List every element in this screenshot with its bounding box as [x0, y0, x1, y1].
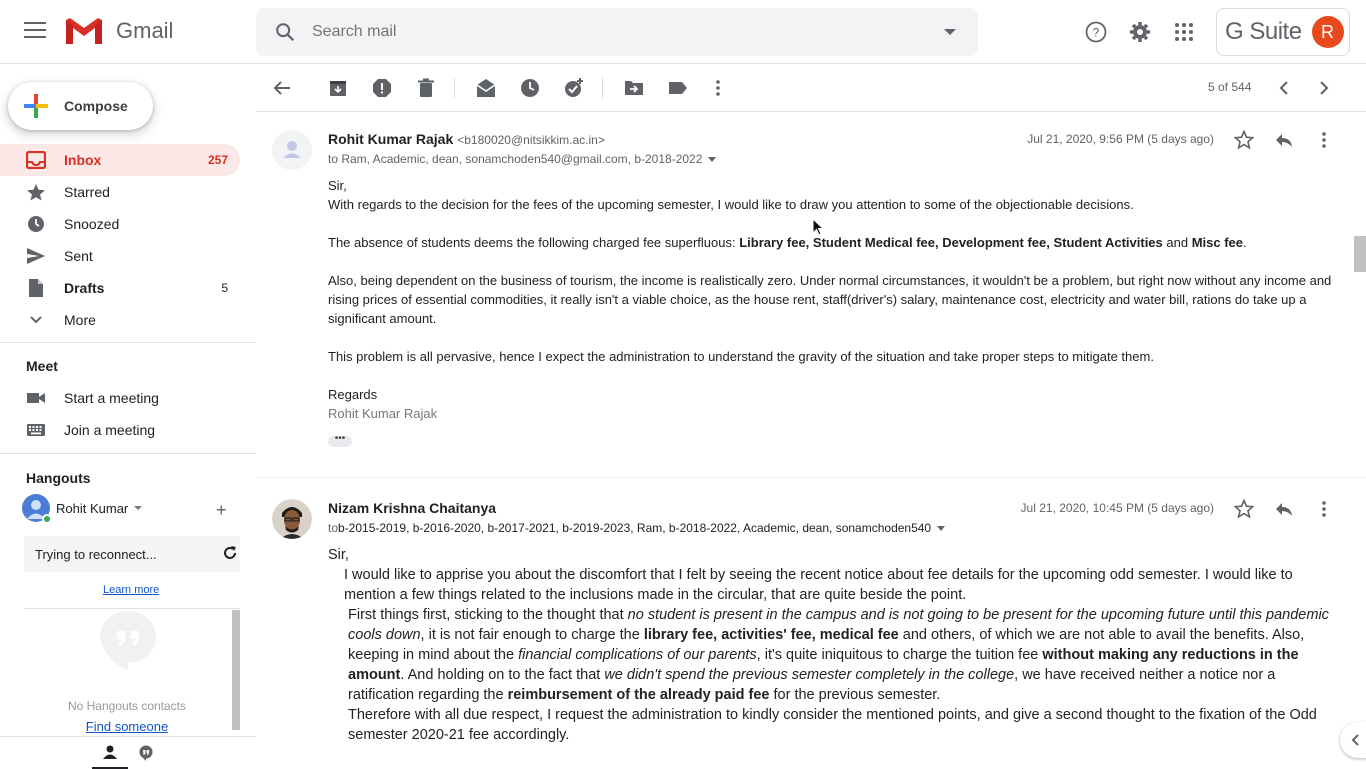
star-icon	[26, 183, 46, 201]
account-avatar[interactable]: R	[1312, 16, 1344, 48]
nav-starred-label: Starred	[64, 184, 110, 200]
sender-name[interactable]: Nizam Krishna Chaitanya	[328, 500, 497, 516]
compose-button[interactable]	[8, 82, 153, 130]
nav-drafts-label: Drafts	[64, 280, 105, 296]
hangouts-quote-icon	[138, 745, 154, 761]
chevron-left-icon	[1350, 733, 1360, 747]
move-to-icon[interactable]	[624, 78, 644, 98]
recipients-text: to Ram, Academic, dean, sonamchoden540@gmail.com, b-2018-2022	[328, 152, 703, 166]
body-salutation: Sir,	[328, 178, 347, 193]
body-italic-text: financial complications of our parents	[518, 647, 757, 663]
body-paragraph	[328, 605, 1338, 705]
message-more-icon[interactable]	[1314, 130, 1334, 150]
body-italic-text: no student is present in the campus and is not going to be present for the upcoming future until this pandemic cools down	[348, 607, 1329, 643]
mouse-cursor-icon	[812, 218, 824, 236]
body-bold-text: Library fee, Student Medical fee, Development fee, Student Activities	[739, 235, 1163, 250]
online-status-dot	[42, 514, 52, 524]
inbox-icon	[26, 151, 46, 169]
body-bold-text: Misc fee	[1191, 235, 1244, 250]
show-trimmed-content-button[interactable]: •••	[328, 436, 352, 447]
body-text: and others, of which we are not able to avail the benefits. Also, keeping in mind about the	[348, 627, 1305, 663]
sender-name-text: Rohit Kumar Rajak	[328, 131, 454, 147]
video-camera-icon	[26, 390, 46, 406]
star-outline-icon[interactable]	[1234, 499, 1254, 519]
body-paragraph: I would like to apprise you about the discomfort that I felt by seeing the recent notice about fee details for the upcoming odd semester. I would like to mention a few things related to the inclusions made in the circular, that are quite beside the point.	[344, 567, 1293, 603]
svg-text:?: ?	[1092, 25, 1100, 40]
sender-avatar[interactable]	[272, 499, 312, 539]
body-text: The absence of students deems the following charged fee superfluous:	[328, 235, 740, 250]
message-date: Jul 21, 2020, 9:56 PM (5 days ago)	[1027, 132, 1214, 146]
reconnect-text: Trying to reconnect...	[35, 546, 157, 562]
toolbar-separator	[602, 78, 603, 98]
clock-icon	[26, 215, 46, 233]
search-input[interactable]	[312, 23, 912, 41]
snooze-clock-icon[interactable]	[520, 78, 540, 98]
thread-toolbar	[256, 64, 1366, 112]
sender-avatar[interactable]	[272, 130, 312, 170]
settings-gear-icon[interactable]	[1128, 20, 1152, 44]
no-contacts-text: No Hangouts contacts	[67, 699, 187, 713]
nav-more[interactable]	[0, 304, 256, 336]
message-divider	[256, 477, 1366, 478]
keyboard-icon	[26, 422, 46, 438]
hangouts-contacts-panel	[24, 608, 240, 734]
hangouts-bubble-icon	[98, 609, 158, 671]
body-closing: Regards	[328, 387, 378, 402]
left-sidebar	[0, 64, 256, 768]
start-meeting-label: Start a meeting	[64, 390, 159, 406]
older-chevron-right-icon[interactable]	[1314, 78, 1334, 98]
nav-drafts-count: 5	[221, 281, 228, 295]
nav-more-label: More	[64, 312, 96, 328]
meet-divider	[0, 342, 256, 343]
nav-inbox-count: 257	[207, 153, 228, 167]
meet-heading: Meet	[26, 358, 58, 374]
archive-icon[interactable]	[328, 78, 348, 98]
help-icon[interactable]	[1084, 20, 1108, 44]
start-meeting-item[interactable]	[0, 382, 256, 414]
recipients-caret-icon[interactable]	[708, 157, 716, 162]
hangouts-user[interactable]	[22, 492, 242, 524]
nav-inbox[interactable]	[0, 144, 240, 176]
nav-drafts[interactable]	[0, 272, 256, 304]
search-options-dropdown-icon[interactable]	[944, 29, 956, 35]
contacts-tab[interactable]	[92, 737, 128, 769]
body-bold-text: reimbursement of the already paid fee	[507, 687, 770, 703]
nav-snoozed[interactable]	[0, 208, 256, 240]
body-paragraph: Also, being dependent on the business of tourism, the income is realistically zero. Under normal circumstances, it wouldn't be a problem, but right now without any income and rising prices of essential commodities, it really isn't a viable choice, as the house rent, staff(driver's) salary, maintenance cost, electricity and water bill, rations do take up a significant amount.	[328, 273, 1332, 326]
body-text: , it is not fair enough to charge the	[420, 627, 644, 643]
top-bar	[0, 0, 1366, 64]
nav-sent[interactable]	[0, 240, 256, 272]
back-arrow-icon[interactable]	[272, 78, 292, 98]
join-meeting-item[interactable]	[0, 414, 256, 446]
body-text: , we have received neither a notice nor a ratification regarding the	[348, 667, 1276, 703]
compose-plus-icon	[20, 90, 52, 122]
nav-inbox-label: Inbox	[64, 152, 102, 168]
hangouts-user-name: Rohit Kumar	[56, 500, 129, 516]
mark-unread-icon[interactable]	[476, 78, 496, 98]
person-icon	[102, 744, 118, 760]
conversations-tab[interactable]	[128, 737, 164, 769]
nav-starred[interactable]	[0, 176, 256, 208]
reconnect-banner	[24, 536, 240, 572]
gsuite-account-badge[interactable]	[1216, 8, 1350, 56]
hangouts-user-avatar	[22, 494, 50, 522]
search-bar[interactable]	[256, 8, 978, 56]
body-signature: Rohit Kumar Rajak	[328, 406, 438, 421]
sender-name[interactable]	[328, 131, 605, 147]
join-meeting-label: Join a meeting	[64, 422, 156, 438]
recipients-text: b-2015-2019, b-2016-2020, b-2017-2021, b-2019-2023, Ram, b-2018-2022, Academic, dean, sonamchoden540	[338, 521, 932, 535]
refresh-icon[interactable]	[222, 545, 238, 561]
add-to-tasks-icon[interactable]	[564, 78, 584, 98]
delete-trash-icon[interactable]	[416, 78, 436, 98]
message-more-icon[interactable]	[1314, 499, 1334, 519]
body-paragraph: Therefore with all due respect, I request the administration to kindly consider the mentioned points, and give a second thought to the fixation of the Odd semester 2020-21 fee accordingly.	[348, 707, 1317, 743]
body-text: and	[1162, 235, 1192, 250]
new-conversation-plus-icon[interactable]: +	[216, 500, 227, 520]
main-menu-icon[interactable]	[24, 22, 46, 40]
body-text: . And holding on to the fact that	[400, 667, 605, 683]
thread-scrollbar-thumb[interactable]	[1354, 236, 1366, 272]
recipients-line[interactable]	[328, 521, 945, 535]
send-icon	[26, 247, 46, 265]
learn-more-link[interactable]: Learn more	[103, 584, 160, 596]
sender-email: <b180020@nitsikkim.ac.in>	[457, 133, 605, 147]
hangouts-scrollbar[interactable]	[232, 610, 240, 730]
more-options-icon[interactable]	[708, 78, 728, 98]
gmail-wordmark: Gmail	[116, 18, 174, 43]
recipients-to: to	[328, 521, 339, 535]
recipients-caret-icon[interactable]	[937, 526, 945, 531]
label-tag-icon[interactable]	[668, 78, 688, 98]
body-paragraph: This problem is all pervasive, hence I expect the administration to understand the gravity of the situation and take proper steps to mitigate them.	[328, 349, 1154, 364]
toolbar-separator	[454, 78, 455, 98]
body-bold-text: library fee, activities' fee, medical fee	[643, 627, 899, 643]
compose-label: Compose	[64, 98, 128, 114]
message-date: Jul 21, 2020, 10:45 PM (5 days ago)	[1020, 501, 1214, 515]
message-body	[328, 545, 1338, 745]
search-icon[interactable]	[274, 21, 296, 43]
message-body	[328, 176, 1338, 423]
gmail-logo[interactable]	[64, 16, 173, 46]
body-bold-text: without making any reductions in the amount	[348, 647, 1299, 683]
gsuite-label: G Suite	[1225, 18, 1302, 45]
body-text: First things first, sticking to the thought that	[348, 607, 628, 623]
apps-grid-icon[interactable]	[1172, 20, 1196, 44]
body-text: for the previous semester.	[769, 687, 941, 703]
hangouts-heading: Hangouts	[26, 470, 91, 486]
report-spam-icon[interactable]	[372, 78, 392, 98]
nav-sent-label: Sent	[64, 248, 93, 264]
body-italic-text: we didn't spend the previous semester completely in the college	[604, 667, 1015, 683]
draft-icon	[26, 279, 46, 297]
sidebar-bottom-tabs	[0, 736, 256, 768]
body-salutation: Sir,	[328, 547, 349, 563]
reply-icon[interactable]	[1274, 130, 1294, 150]
pagination-text: 5 of 544	[1208, 80, 1252, 94]
body-paragraph: With regards to the decision for the fees of the upcoming semester, I would like to draw you attention to some of the objectionable decisions.	[328, 197, 1134, 212]
newer-chevron-left-icon[interactable]	[1274, 78, 1294, 98]
email-thread-view	[256, 64, 1366, 768]
caret-down-icon[interactable]	[134, 506, 142, 510]
body-text: , it's quite iniquitous to charge the tuition fee	[756, 647, 1043, 663]
mail-nav	[0, 144, 256, 336]
find-someone-link[interactable]: Find someone	[85, 719, 169, 734]
body-text: .	[1243, 235, 1247, 250]
reply-icon[interactable]	[1274, 499, 1294, 519]
nav-snoozed-label: Snoozed	[64, 216, 120, 232]
recipients-line[interactable]	[328, 152, 716, 166]
chevron-down-icon	[26, 311, 46, 329]
star-outline-icon[interactable]	[1234, 130, 1254, 150]
gmail-m-icon	[64, 16, 104, 46]
body-paragraph	[328, 233, 1338, 252]
hangouts-divider	[0, 453, 256, 454]
